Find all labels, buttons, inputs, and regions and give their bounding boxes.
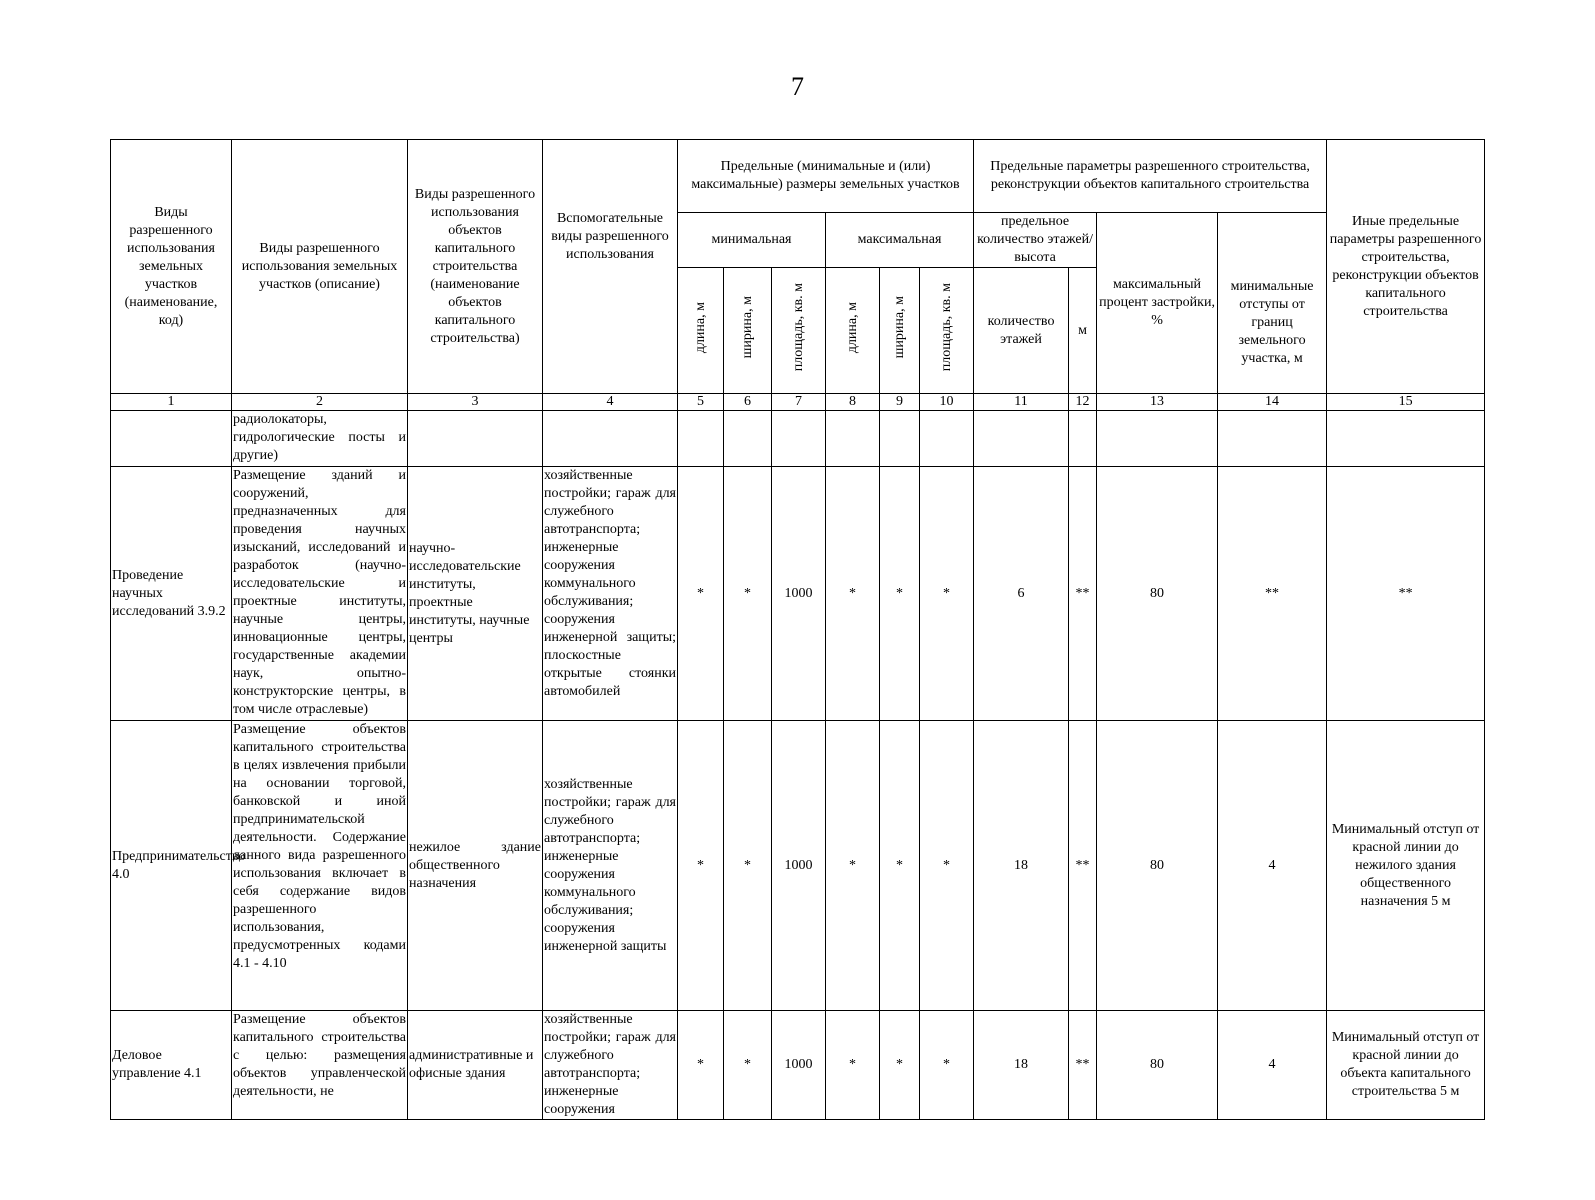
cell-height-m: ** [1069, 721, 1097, 1011]
cell-min-length: * [678, 721, 724, 1011]
cell-height-m [1069, 411, 1097, 467]
cell-min-area: 1000 [772, 467, 826, 721]
cell-capital-use: научно-исследовательские институты, проектные институты, научные центры [408, 467, 543, 721]
cell-land-use-type: Проведение научных исследований 3.9.2 [111, 467, 232, 721]
cell-description: радиолокаторы, гидрологические посты и другие) [232, 411, 408, 467]
cell-max-percent [1097, 411, 1218, 467]
header-min-area: площадь, кв. м [772, 268, 826, 394]
column-number: 10 [920, 394, 974, 411]
header-land-use-type: Виды разрешенного использования земельных участков (наименование, код) [111, 140, 232, 394]
header-floors-count: количество этажей [974, 268, 1069, 394]
cell-land-use-type [111, 411, 232, 467]
cell-capital-use: нежилое здание общественного назначения [408, 721, 543, 1011]
cell-floors: 18 [974, 721, 1069, 1011]
header-floors-height: предельное количество этажей/высота [974, 213, 1097, 268]
header-min-width: ширина, м [724, 268, 772, 394]
cell-min-area [772, 411, 826, 467]
cell-max-percent: 80 [1097, 721, 1218, 1011]
cell-other-params: Минимальный отступ от красной линии до объекта капитального строительства 5 м [1327, 1011, 1485, 1120]
cell-min-length [678, 411, 724, 467]
cell-max-width: * [880, 1011, 920, 1120]
column-number: 2 [232, 394, 408, 411]
cell-capital-use: административные и офисные здания [408, 1011, 543, 1120]
cell-height-m: ** [1069, 1011, 1097, 1120]
cell-description: Размещение объектов капитального строительства в целях извлечения прибыли на основании торговой, банковской и иной предпринимательской деятельности. Содержание данного вида разрешенного использования включает в себя содержание видов разрешенного использования, предусмотренных кодами 4.1 - 4.10 [232, 721, 408, 1011]
cell-description: Размещение зданий и сооружений, предназначенных для проведения научных изысканий, исследований и разработок (научно-исследовательские и проектные институты, научные центры, инновационные центры, государственные академии наук, опытно-конструкторские центры, в том числе отраслевые) [232, 467, 408, 721]
cell-max-percent: 80 [1097, 1011, 1218, 1120]
cell-other-params: Минимальный отступ от красной линии до нежилого здания общественного назначения 5 м [1327, 721, 1485, 1011]
cell-min-width: * [724, 467, 772, 721]
table-row [111, 721, 1485, 1011]
header-auxiliary-use: Вспомогательные виды разрешенного использования [543, 140, 678, 394]
cell-min-setback: ** [1218, 467, 1327, 721]
cell-floors [974, 411, 1069, 467]
column-number: 1 [111, 394, 232, 411]
column-number: 5 [678, 394, 724, 411]
column-number: 4 [543, 394, 678, 411]
cell-max-area [920, 411, 974, 467]
cell-min-area: 1000 [772, 1011, 826, 1120]
cell-max-area: * [920, 721, 974, 1011]
cell-land-use-type: Предпринимательство 4.0 [111, 721, 232, 1011]
cell-land-use-type: Деловое управление 4.1 [111, 1011, 232, 1120]
header-land-size-group: Предельные (минимальные и (или) максимальные) размеры земельных участков [678, 140, 974, 213]
column-number: 11 [974, 394, 1069, 411]
cell-auxiliary-use: хозяйственные постройки; гараж для служебного автотранспорта; инженерные сооружения [543, 1011, 678, 1120]
cell-other-params [1327, 411, 1485, 467]
header-other-params: Иные предельные параметры разрешенного строительства, реконструкции объектов капитального строительства [1327, 140, 1485, 394]
header-min-setback: минимальные отступы от границ земельного участка, м [1218, 213, 1327, 394]
table-row [111, 467, 1485, 721]
header-minimum: минимальная [678, 213, 826, 268]
column-number: 13 [1097, 394, 1218, 411]
column-number: 9 [880, 394, 920, 411]
column-number: 7 [772, 394, 826, 411]
cell-description: Размещение объектов капитального строительства с целью: размещения объектов управленческой деятельности, не [232, 1011, 408, 1120]
column-number: 8 [826, 394, 880, 411]
header-max-percent: максимальный процент застройки, % [1097, 213, 1218, 394]
cell-max-length [826, 411, 880, 467]
cell-min-setback: 4 [1218, 1011, 1327, 1120]
page-number: 7 [791, 72, 804, 101]
table-row [111, 411, 1485, 467]
cell-other-params: ** [1327, 467, 1485, 721]
cell-max-length: * [826, 1011, 880, 1120]
column-number: 14 [1218, 394, 1327, 411]
header-meters: м [1069, 268, 1097, 394]
cell-min-width: * [724, 1011, 772, 1120]
column-number: 3 [408, 394, 543, 411]
column-number: 12 [1069, 394, 1097, 411]
cell-min-width: * [724, 721, 772, 1011]
cell-max-length: * [826, 721, 880, 1011]
cell-max-percent: 80 [1097, 467, 1218, 721]
cell-auxiliary-use [543, 411, 678, 467]
cell-max-width: * [880, 721, 920, 1011]
cell-max-area: * [920, 1011, 974, 1120]
cell-max-width [880, 411, 920, 467]
cell-floors: 6 [974, 467, 1069, 721]
cell-auxiliary-use: хозяйственные постройки; гараж для служебного автотранспорта; инженерные сооружения коммунального обслуживания; сооружения инженерной защиты; плоскостные открытые стоянки автомобилей [543, 467, 678, 721]
table-row [111, 1011, 1485, 1120]
header-max-area: площадь, кв. м [920, 268, 974, 394]
land-use-table [110, 139, 1485, 1120]
column-number: 6 [724, 394, 772, 411]
header-capital-construction-use: Виды разрешенного использования объектов капитального строительства (наименование объектов капитального строительства) [408, 140, 543, 394]
cell-min-area: 1000 [772, 721, 826, 1011]
cell-floors: 18 [974, 1011, 1069, 1120]
column-number: 15 [1327, 394, 1485, 411]
cell-min-setback: 4 [1218, 721, 1327, 1011]
header-maximum: максимальная [826, 213, 974, 268]
cell-capital-use [408, 411, 543, 467]
header-land-use-description: Виды разрешенного использования земельных участков (описание) [232, 140, 408, 394]
header-min-length: длина, м [678, 268, 724, 394]
cell-min-length: * [678, 467, 724, 721]
cell-auxiliary-use: хозяйственные постройки; гараж для служебного автотранспорта; инженерные сооружения коммунального обслуживания; сооружения инженерной защиты [543, 721, 678, 1011]
cell-min-width [724, 411, 772, 467]
cell-max-area: * [920, 467, 974, 721]
cell-max-width: * [880, 467, 920, 721]
cell-min-setback [1218, 411, 1327, 467]
cell-max-length: * [826, 467, 880, 721]
header-max-width: ширина, м [880, 268, 920, 394]
header-construction-group: Предельные параметры разрешенного строительства, реконструкции объектов капитального строительства [974, 140, 1327, 213]
cell-height-m: ** [1069, 467, 1097, 721]
cell-min-length: * [678, 1011, 724, 1120]
header-max-length: длина, м [826, 268, 880, 394]
